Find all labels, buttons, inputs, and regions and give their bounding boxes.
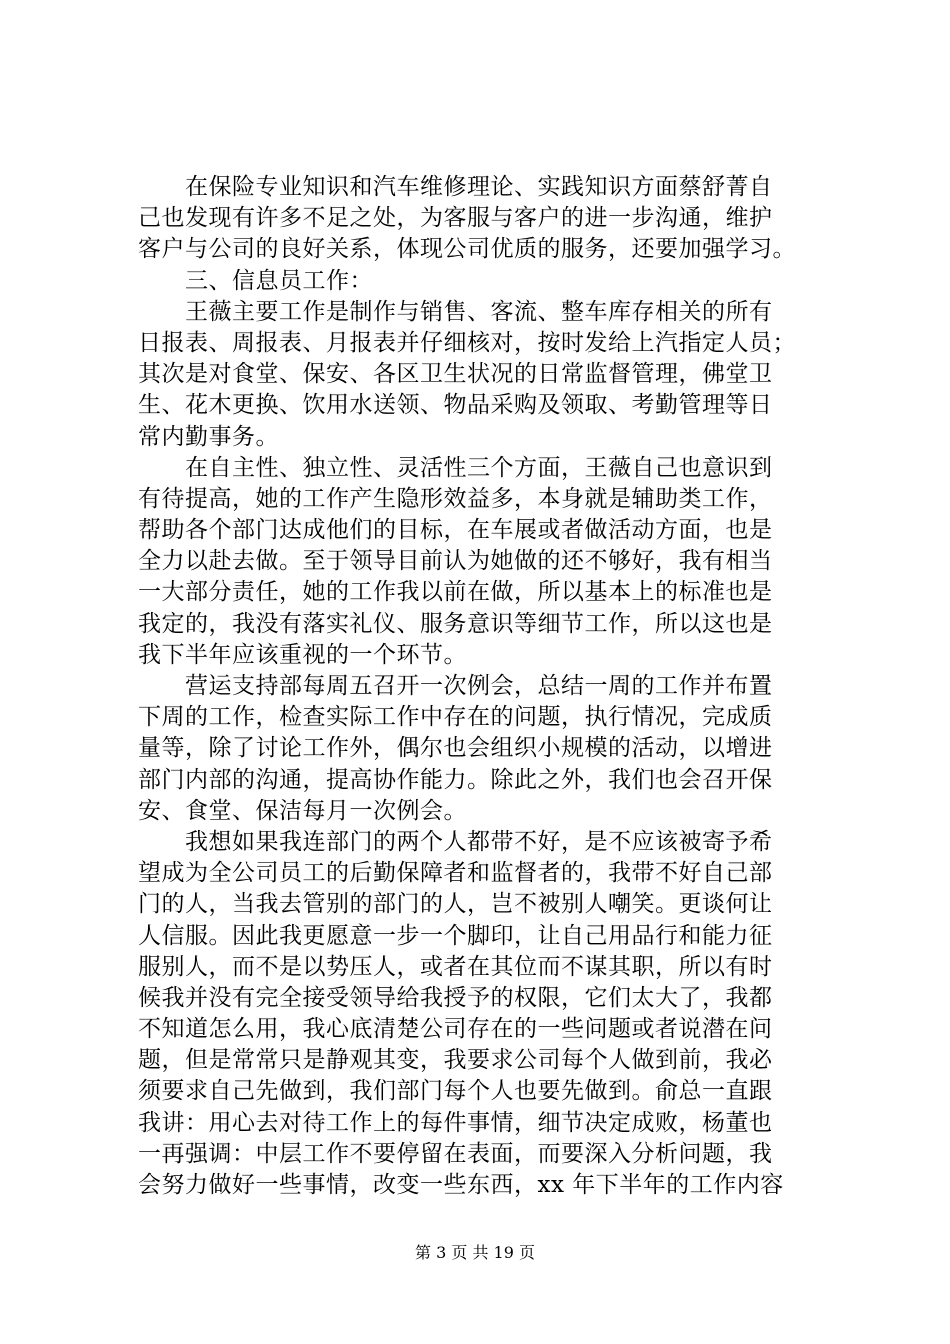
paragraph-line: 人信服。因此我更愿意一步一个脚印，让自己用品行和能力征 [138, 922, 773, 949]
section-heading: 三、信息员工作： [185, 267, 373, 294]
paragraph-line: 会努力做好一些事情，改变一些东西，xx 年下半年的工作内容 [138, 1172, 784, 1198]
paragraph-line: 帮助各个部门达成他们的目标，在车展或者做活动方面，也是 [138, 517, 773, 544]
paragraph-line: 全力以赴去做。至于领导目前认为她做的还不够好，我有相当 [138, 548, 773, 575]
paragraph-line: 安、食堂、保洁每月一次例会。 [138, 797, 467, 824]
paragraph-line: 服别人，而不是以势压人，或者在其位而不谋其职，所以有时 [138, 953, 773, 980]
paragraph-line: 望成为全公司员工的后勤保障者和监督者的，我带不好自己部 [138, 860, 773, 887]
paragraph-line: 我讲：用心去对待工作上的每件事情，细节决定成败，杨董也 [138, 1109, 773, 1136]
paragraph-line: 常内勤事务。 [138, 423, 279, 450]
paragraph-line: 有待提高，她的工作产生隐形效益多，本身就是辅助类工作， [138, 485, 773, 512]
paragraph-line: 在保险专业知识和汽车维修理论、实践知识方面蔡舒菁自 [185, 174, 773, 200]
paragraph-line: 其次是对食堂、保安、各区卫生状况的日常监督管理，佛堂卫 [138, 361, 773, 388]
paragraph-line: 须要求自己先做到，我们部门每个人也要先做到。俞总一直跟 [138, 1078, 773, 1105]
paragraph-line: 营运支持部每周五召开一次例会，总结一周的工作并布置 [185, 673, 773, 699]
paragraph-line: 我定的，我没有落实礼仪、服务意识等细节工作，所以这也是 [138, 610, 773, 637]
paragraph-line: 不知道怎么用，我心底清楚公司存在的一些问题或者说潜在问 [138, 1016, 773, 1043]
paragraph-line: 下周的工作，检查实际工作中存在的问题，执行情况，完成质 [138, 704, 773, 731]
paragraph-line: 量等，除了讨论工作外，偶尔也会组织小规模的活动，以增进 [138, 735, 773, 762]
paragraph-line: 生、花木更换、饮用水送领、物品采购及领取、考勤管理等日 [138, 392, 773, 419]
paragraph-line: 王薇主要工作是制作与销售、客流、整车库存相关的所有 [185, 298, 773, 325]
paragraph-line: 一大部分责任，她的工作我以前在做，所以基本上的标准也是 [138, 579, 773, 606]
paragraph-line: 我想如果我连部门的两个人都带不好，是不应该被寄予希 [185, 828, 773, 855]
paragraph-line: 在自主性、独立性、灵活性三个方面，王薇自己也意识到 [185, 454, 773, 481]
paragraph-line: 部门内部的沟通，提高协作能力。除此之外，我们也会召开保 [138, 766, 773, 793]
paragraph-line: 我下半年应该重视的一个环节。 [138, 641, 467, 668]
paragraph-line: 客户与公司的良好关系，体现公司优质的服务，还要加强学习。 [138, 236, 796, 263]
paragraph-line: 日报表、周报表、月报表并仔细核对，按时发给上汽指定人员； [138, 329, 796, 356]
paragraph-line: 门的人，当我去管别的部门的人，岂不被别人嘲笑。更谈何让 [138, 891, 773, 918]
paragraph-line: 一再强调：中层工作不要停留在表面，而要深入分析问题，我 [138, 1140, 773, 1167]
paragraph-line: 候我并没有完全接受领导给我授予的权限，它们太大了，我都 [138, 984, 773, 1011]
paragraph-line: 题，但是常常只是静观其变，我要求公司每个人做到前，我必 [138, 1047, 773, 1074]
page-number-footer: 第 3 页 共 19 页 [415, 1243, 535, 1262]
paragraph-line: 己也发现有许多不足之处，为客服与客户的进一步沟通，维护 [138, 205, 773, 232]
document-body [138, 172, 838, 1201]
